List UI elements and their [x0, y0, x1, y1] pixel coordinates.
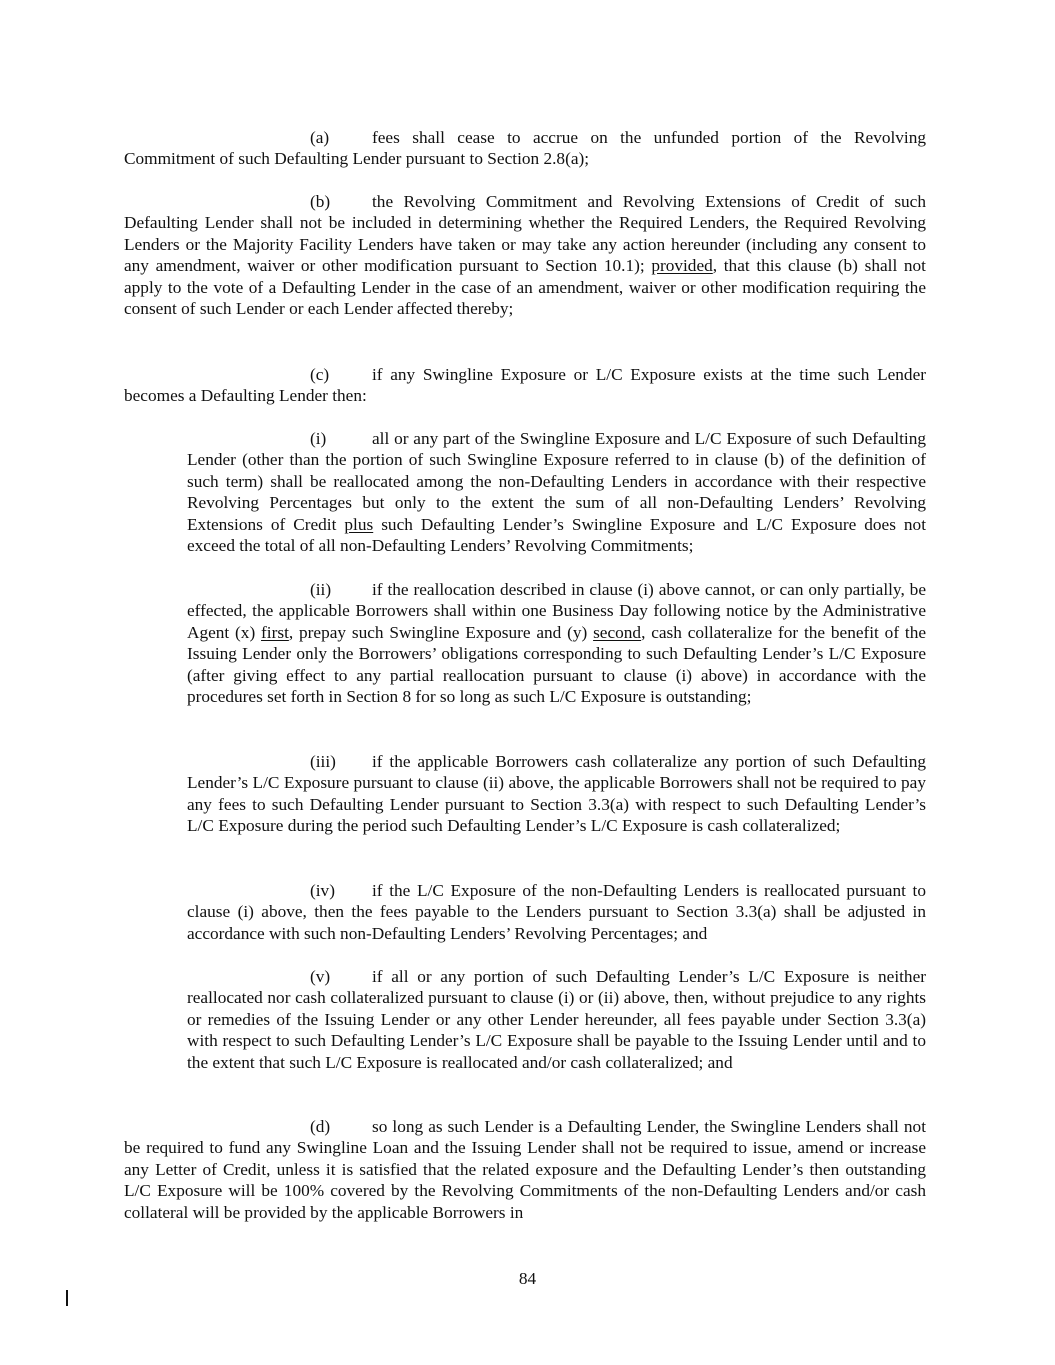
change-bar — [66, 1290, 68, 1306]
clause-b — [124, 191, 926, 319]
clause-text: such Defaulting Lender’s Swingline Exposure and L/C Exposure does not exceed the total of all non-Defaulting Lenders’ Revolving Commitments; — [187, 514, 926, 556]
clause-number: (a) — [310, 128, 330, 147]
sub-clause-i — [187, 428, 926, 556]
clause-number: (iii) — [310, 752, 336, 771]
clause-text: fees shall cease to accrue on the unfunded portion of the Revolving Commitment of such Defaulting Lender pursuant to Section 2.8(a); — [124, 128, 926, 169]
clause-text: so long as such Lender is a Defaulting Lender, the Swingline Lenders shall not be required to fund any Swingline Loan and the Issuing Lender shall not be required to issue, amend or increase any Letter of Credit, unless it is satisfied that the related exposure and the Defaulting Lender’s then outstanding L/C Exposure will be 100% covered by the Revolving Commitments of the non-Defaulting Lenders and/or cash collateral will be provided by the applicable Borrowers in — [124, 1117, 926, 1222]
page-number: 84 — [518, 1269, 537, 1288]
clause-text: , prepay such Swingline Exposure and (y) — [288, 622, 594, 642]
clause-number: (ii) — [310, 580, 332, 599]
sub-clause-iii — [187, 751, 926, 837]
clause-d — [124, 1116, 926, 1223]
clause-text: if any Swingline Exposure or L/C Exposure exists at the time such Lender becomes a Defaulting Lender then: — [124, 365, 926, 406]
sub-clause-ii — [187, 579, 926, 707]
clause-text: if all or any portion of such Defaulting Lender’s L/C Exposure is neither reallocated nor cash collateralized pursuant to clause (i) or (ii) above, then, without prejudice to any rights or remedies of the Issuing Lender or any other Lender hereunder, all fees payable under Section 3.3(a) with respect to such Defaulting Lender’s L/C Exposure shall be payable to the Issuing Lender until and to the extent that such L/C Exposure is reallocated and/or cash collateralized; and — [187, 967, 926, 1072]
clause-text: if the L/C Exposure of the non-Defaulting Lenders is reallocated pursuant to clause (i) above, then the fees payable to the Lenders pursuant to Section 3.3(a) shall be adjusted in accordance with such non-Defaulting Lenders’ Revolving Percentages; and — [187, 881, 926, 943]
clause-text: if the applicable Borrowers cash collateralize any portion of such Defaulting Lender’s L/C Exposure pursuant to clause (ii) above, the applicable Borrowers shall not be required to pay any fees to such Defaulting Lender pursuant to Section 3.3(a) with respect to such Defaulting Lender’s L/C Exposure during the period such Defaulting Lender’s L/C Exposure is cash collateralized; — [187, 752, 926, 836]
underlined-term: first — [261, 622, 289, 642]
clause-number: (d) — [310, 1117, 331, 1136]
clause-text: all or any part of the Swingline Exposure and L/C Exposure of such Defaulting Lender (other than the portion of such Swingline Exposure referred to in clause (b) of the definition of such term) shall be reallocated among the non-Defaulting Lenders in accordance with their respective Revolving Percentages but only to the extent the sum of all non-Defaulting Lenders’ Revolving Extensions of Credit — [187, 429, 926, 534]
clause-number: (c) — [310, 365, 330, 384]
sub-clause-v — [187, 966, 926, 1073]
clause-number: (i) — [310, 429, 327, 448]
clause-a — [124, 127, 926, 170]
underlined-term: provided — [651, 256, 713, 276]
underlined-term: plus — [344, 514, 374, 534]
clause-c — [124, 364, 926, 407]
clause-text: if the reallocation described in clause (i) above cannot, or can only partially, be effected, the applicable Borrowers shall within one Business Day following notice by the Administrative Agent (x) — [187, 580, 926, 642]
clause-number: (b) — [310, 192, 331, 211]
clause-number: (iv) — [310, 881, 335, 900]
clause-text: , cash collateralize for the benefit of the Issuing Lender only the Borrowers’ obligations corresponding to such Defaulting Lender’s L/C Exposure (after giving effect to any partial reallocation pursuant to clause (i) above) in accordance with the procedures set forth in Section 8 for so long as such L/C Exposure is outstanding; — [187, 622, 926, 707]
sub-clause-iv — [187, 880, 926, 944]
clause-text: , that this clause (b) shall not apply to the vote of a Defaulting Lender in the case of an amendment, waiver or other modification requiring the consent of such Lender or each Lender affected thereby; — [124, 256, 926, 319]
clause-number: (v) — [310, 967, 331, 986]
clause-text: the Revolving Commitment and Revolving Extensions of Credit of such Defaulting Lender shall not be included in determining whether the Required Lenders, the Required Revolving Lenders or the Majority Facility Lenders have taken or may take any action hereunder (including any consent to any amendment, waiver or other modification pursuant to Section 10.1); — [124, 192, 926, 276]
underlined-term: second — [593, 622, 642, 642]
